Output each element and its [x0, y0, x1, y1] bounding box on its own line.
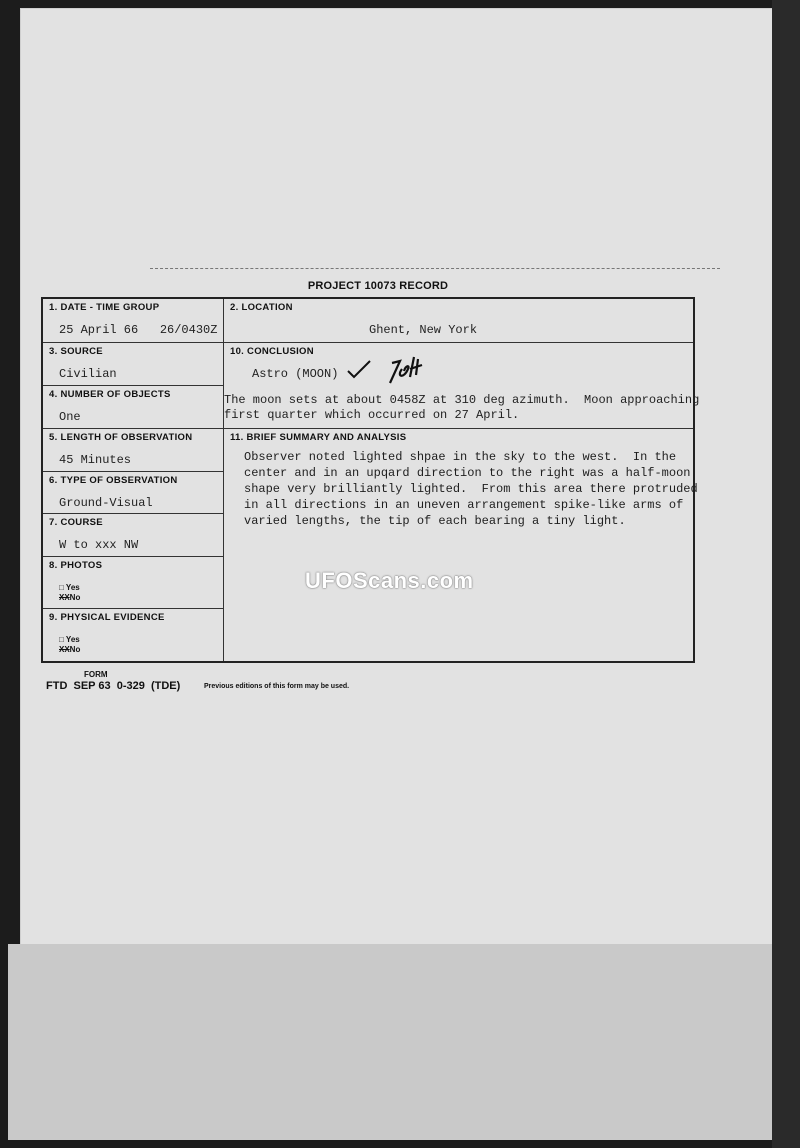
physical-evidence-label: 9. PHYSICAL EVIDENCE — [49, 612, 165, 623]
type-of-observation-label: 6. TYPE OF OBSERVATION — [49, 475, 178, 486]
number-of-objects-value: One — [59, 410, 81, 424]
photos-yes-label: Yes — [65, 583, 80, 592]
course-label: 7. COURSE — [49, 517, 103, 528]
conclusion-note-line2: first quarter which occurred on 27 April. — [224, 408, 520, 422]
photos-yes-checkbox[interactable]: □ — [59, 583, 64, 592]
source-label: 3. SOURCE — [49, 346, 103, 357]
physical-evidence-cell — [43, 609, 223, 661]
conclusion-note-line1: The moon sets at about 0458Z at 310 deg azimuth. Moon approaching — [224, 393, 700, 407]
summary-label: 11. BRIEF SUMMARY AND ANALYSIS — [230, 432, 407, 443]
summary-line: in all directions in an uneven arrangement spike-like arms of — [244, 498, 684, 512]
summary-line: Observer noted lighted shpae in the sky to the west. In the — [244, 450, 677, 464]
number-of-objects-cell — [43, 386, 223, 428]
form-grid — [41, 297, 700, 663]
summary-line: varied lengths, the tip of each bearing a tiny light. — [244, 514, 626, 528]
location-cell — [224, 299, 694, 342]
type-of-observation-value: Ground-Visual — [59, 496, 153, 510]
number-of-objects-label: 4. NUMBER OF OBJECTS — [49, 389, 171, 400]
form-title: PROJECT 10073 RECORD — [307, 280, 449, 292]
physical-evidence-no-label: No — [69, 645, 81, 654]
length-of-observation-label: 5. LENGTH OF OBSERVATION — [49, 432, 193, 443]
date-time-group-value: 25 April 66 26/0430Z — [59, 323, 218, 337]
checkmark-icon — [344, 353, 434, 387]
source-cell — [43, 343, 223, 385]
photos-no-label: No — [69, 593, 81, 602]
conclusion-label: 10. CONCLUSION — [230, 346, 314, 357]
conclusion-value: Astro (MOON) — [252, 367, 339, 381]
photos-cell — [43, 557, 223, 608]
conclusion-cell — [224, 343, 700, 428]
footer-note: Previous editions of this form may be used. — [204, 683, 350, 690]
length-of-observation-value: 45 Minutes — [59, 453, 132, 467]
location-label: 2. LOCATION — [230, 302, 293, 313]
underlying-sheet — [8, 944, 778, 1140]
watermark: UFOScans.com — [305, 568, 474, 593]
location-value: Ghent, New York — [369, 323, 478, 337]
summary-cell — [224, 429, 698, 661]
physical-evidence-no-mark[interactable]: XX — [59, 645, 70, 654]
scan-edge — [772, 0, 800, 1148]
source-value: Civilian — [59, 367, 117, 381]
photos-label: 8. PHOTOS — [49, 560, 103, 571]
date-time-group-cell — [43, 299, 223, 342]
footer-form-word: FORM — [84, 670, 108, 679]
physical-evidence-yes-checkbox[interactable]: □ — [59, 635, 64, 644]
summary-text — [244, 449, 698, 529]
summary-line: shape very brilliantly lighted. From this area there protruded — [244, 482, 698, 496]
type-of-observation-cell — [43, 472, 223, 513]
course-value: W to xxx NW — [59, 538, 139, 552]
length-of-observation-cell — [43, 429, 223, 471]
footer-form-id: FTD SEP 63 0-329 (TDE) — [46, 680, 181, 692]
course-cell — [43, 514, 223, 556]
summary-line: center and in an upqard direction to the right was a half-moon — [244, 466, 691, 480]
date-time-group-label: 1. DATE - TIME GROUP — [49, 302, 160, 313]
physical-evidence-yes-label: Yes — [65, 635, 80, 644]
photos-no-mark[interactable]: XX — [59, 593, 70, 602]
project-record-form — [38, 266, 718, 700]
